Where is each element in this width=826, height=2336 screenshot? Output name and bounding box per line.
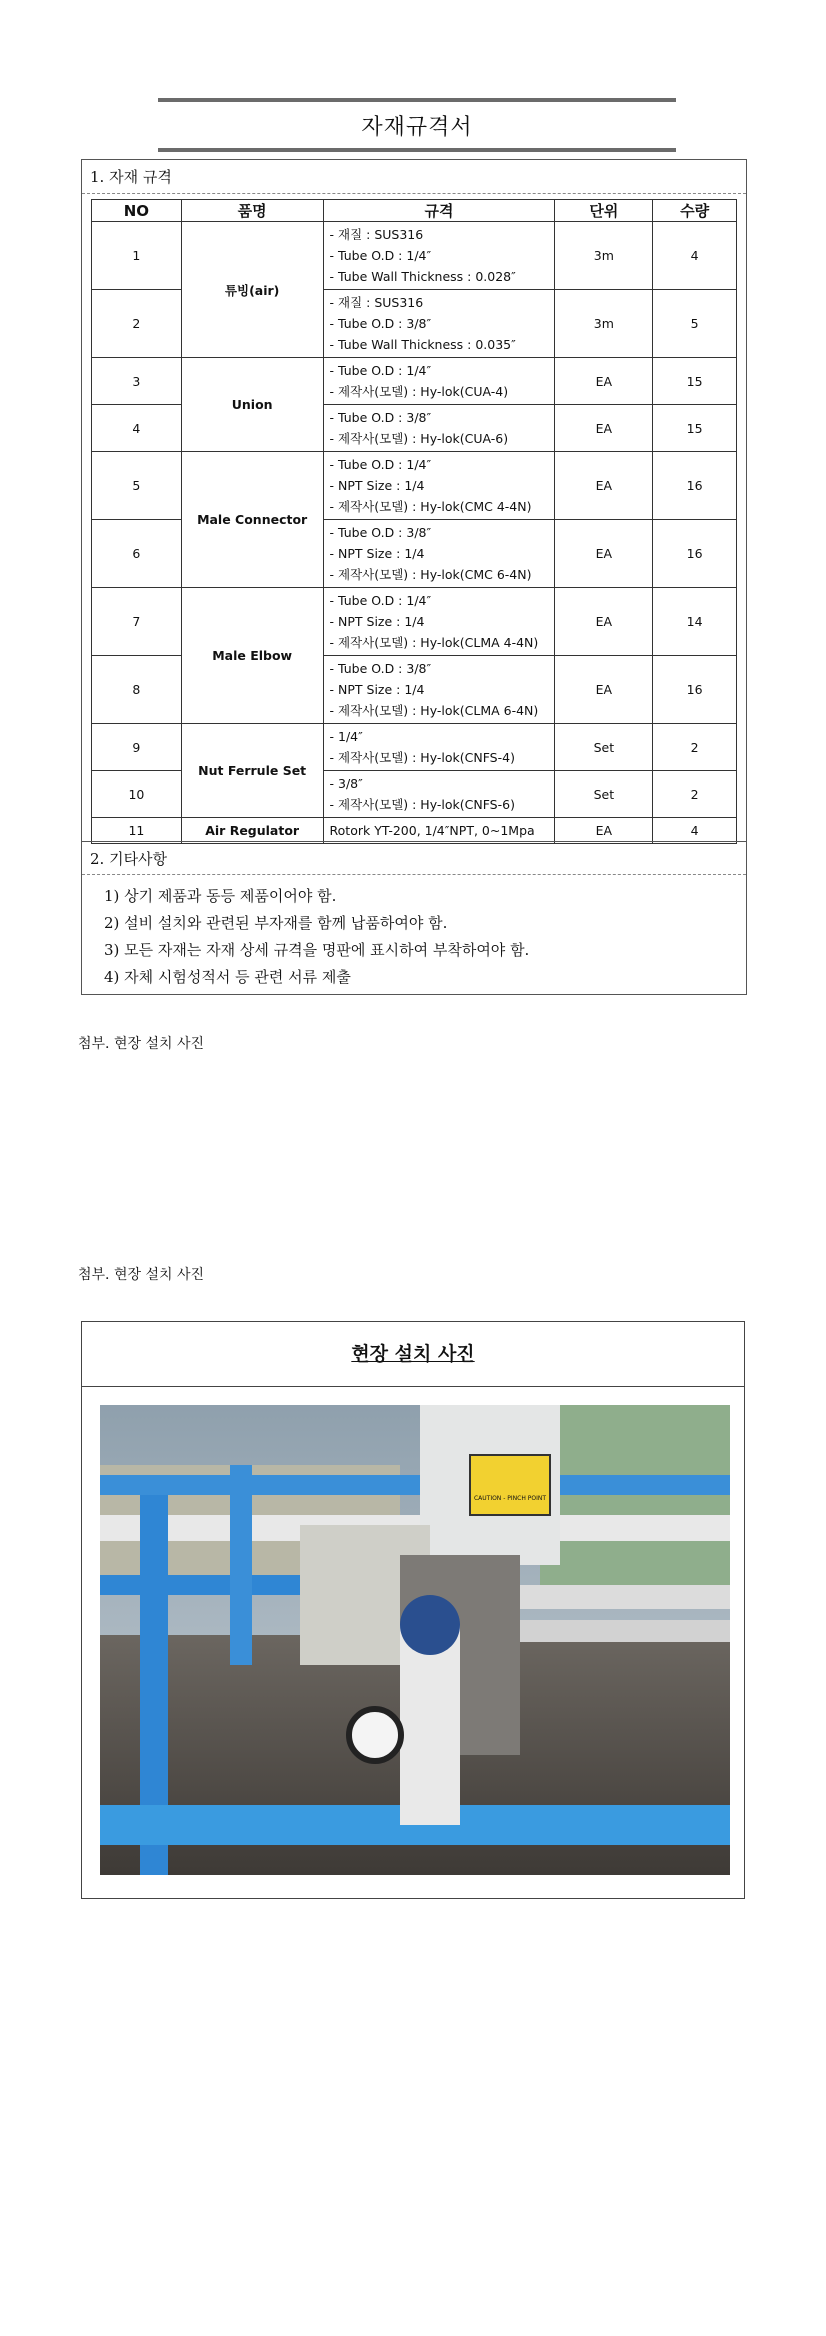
- row-spec: [323, 588, 555, 656]
- header-spec: 규격: [323, 200, 555, 222]
- spec-line: - 재질 : SUS316: [329, 227, 424, 242]
- row-no: 5: [92, 452, 182, 520]
- item-name: Union: [181, 358, 323, 452]
- row-no: 8: [92, 656, 182, 724]
- spec-line: - 제작사(모델) : Hy-lok(CUA-4): [329, 384, 509, 399]
- row-qty: 2: [653, 724, 737, 771]
- section-heading-spec: 1. 자재 규격: [82, 160, 746, 194]
- row-no: 2: [92, 290, 182, 358]
- row-spec: [323, 724, 555, 771]
- header-no: NO: [92, 200, 182, 222]
- table-row: [92, 818, 737, 844]
- row-unit: EA: [555, 818, 653, 844]
- row-qty: 16: [653, 520, 737, 588]
- spec-line: - NPT Size : 1/4: [329, 546, 425, 561]
- spec-line: - Tube O.D : 3/8″: [329, 410, 432, 425]
- row-no: 3: [92, 358, 182, 405]
- spec-line: - NPT Size : 1/4: [329, 614, 425, 629]
- row-qty: 4: [653, 818, 737, 844]
- photo-blue-pipe: [230, 1465, 252, 1665]
- note-item: 2) 설비 설치와 관련된 부자재를 함께 납품하여야 함.: [104, 914, 448, 932]
- row-qty: 15: [653, 405, 737, 452]
- row-qty: 14: [653, 588, 737, 656]
- table-row: [92, 222, 737, 290]
- header-unit: 단위: [555, 200, 653, 222]
- table-row: [92, 724, 737, 771]
- item-name: Male Connector: [181, 452, 323, 588]
- note-item: 3) 모든 자재는 자재 상세 규격을 명판에 표시하여 부착하여야 함.: [104, 941, 530, 959]
- row-unit: EA: [555, 520, 653, 588]
- spec-line: - 제작사(모델) : Hy-lok(CNFS-6): [329, 797, 515, 812]
- attachment-label: 첨부. 현장 설치 사진: [78, 1036, 204, 1052]
- title-rule-bottom: [158, 148, 676, 152]
- spec-line: - 제작사(모델) : Hy-lok(CNFS-4): [329, 750, 515, 765]
- row-unit: 3m: [555, 222, 653, 290]
- row-unit: EA: [555, 656, 653, 724]
- row-no: 4: [92, 405, 182, 452]
- row-spec: [323, 405, 555, 452]
- row-unit: EA: [555, 452, 653, 520]
- photo-gauge: [349, 1709, 401, 1761]
- table-row: [92, 358, 737, 405]
- note-item: 4) 자체 시험성적서 등 관련 서류 제출: [104, 968, 351, 986]
- item-name: Male Elbow: [181, 588, 323, 724]
- row-unit: Set: [555, 724, 653, 771]
- row-unit: EA: [555, 405, 653, 452]
- spec-line: - 제작사(모델) : Hy-lok(CLMA 4-4N): [329, 635, 539, 650]
- table-header-row: [92, 200, 737, 222]
- spec-line: - Tube Wall Thickness : 0.028″: [329, 269, 516, 284]
- row-spec: [323, 656, 555, 724]
- row-no: 9: [92, 724, 182, 771]
- table-row: [92, 588, 737, 656]
- attachment-label: 첨부. 현장 설치 사진: [78, 1267, 204, 1283]
- row-unit: 3m: [555, 290, 653, 358]
- spec-line: - 1/4″: [329, 729, 363, 744]
- row-spec: [323, 520, 555, 588]
- row-spec: [323, 358, 555, 405]
- row-unit: Set: [555, 771, 653, 818]
- photo-section: [81, 1321, 745, 1899]
- header-item: 품명: [181, 200, 323, 222]
- photo-regulator-knob: [400, 1595, 460, 1655]
- spec-line: Rotork YT-200, 1/4″NPT, 0~1Mpa: [329, 823, 535, 838]
- row-spec: [323, 818, 555, 844]
- site-photo: [100, 1405, 730, 1875]
- row-no: 1: [92, 222, 182, 290]
- row-qty: 5: [653, 290, 737, 358]
- spec-line: - Tube O.D : 1/4″: [329, 248, 432, 263]
- row-spec: [323, 452, 555, 520]
- photo-caution-sign-text: CAUTION - PINCH POINT: [473, 1495, 547, 1502]
- row-spec: [323, 290, 555, 358]
- photo-green-wall: [540, 1405, 730, 1605]
- row-unit: EA: [555, 358, 653, 405]
- spec-line: - 제작사(모델) : Hy-lok(CUA-6): [329, 431, 509, 446]
- item-name: 튜빙(air): [181, 222, 323, 358]
- spec-line: - NPT Size : 1/4: [329, 478, 425, 493]
- photo-caution-sign: [470, 1455, 550, 1515]
- table-row: [92, 452, 737, 520]
- spec-line: - 제작사(모델) : Hy-lok(CMC 6-4N): [329, 567, 532, 582]
- spec-line: - Tube O.D : 3/8″: [329, 661, 432, 676]
- row-qty: 16: [653, 656, 737, 724]
- spec-line: - 제작사(모델) : Hy-lok(CLMA 6-4N): [329, 703, 539, 718]
- item-name: Nut Ferrule Set: [181, 724, 323, 818]
- title-rule-top: [158, 98, 676, 102]
- spec-line: - Tube Wall Thickness : 0.035″: [329, 337, 516, 352]
- spec-line: - Tube O.D : 1/4″: [329, 457, 432, 472]
- spec-line: - Tube O.D : 1/4″: [329, 363, 432, 378]
- spec-line: - NPT Size : 1/4: [329, 682, 425, 697]
- row-qty: 4: [653, 222, 737, 290]
- row-qty: 16: [653, 452, 737, 520]
- row-no: 10: [92, 771, 182, 818]
- spec-line: - 3/8″: [329, 776, 363, 791]
- note-item: 1) 상기 제품과 동등 제품이어야 함.: [104, 887, 337, 905]
- photo-white-pipe: [490, 1620, 730, 1642]
- row-unit: EA: [555, 588, 653, 656]
- section-heading-notes: 2. 기타사항: [82, 841, 746, 875]
- spec-section: [81, 159, 747, 995]
- row-spec: [323, 771, 555, 818]
- spec-line: - Tube O.D : 3/8″: [329, 316, 432, 331]
- photo-blue-pipe: [100, 1575, 300, 1595]
- photo-title: 현장 설치 사진: [82, 1322, 744, 1387]
- spec-line: - 제작사(모델) : Hy-lok(CMC 4-4N): [329, 499, 532, 514]
- title-block: [158, 98, 676, 152]
- notes-list: [104, 883, 529, 991]
- row-spec: [323, 222, 555, 290]
- spec-line: - Tube O.D : 3/8″: [329, 525, 432, 540]
- header-qty: 수량: [653, 200, 737, 222]
- item-name: Air Regulator: [181, 818, 323, 844]
- spec-line: - Tube O.D : 1/4″: [329, 593, 432, 608]
- photo-blue-pipe: [100, 1475, 730, 1495]
- row-no: 7: [92, 588, 182, 656]
- row-qty: 15: [653, 358, 737, 405]
- spec-line: - 재질 : SUS316: [329, 295, 424, 310]
- row-qty: 2: [653, 771, 737, 818]
- spec-table: [91, 199, 737, 844]
- page-title: 자재규격서: [361, 115, 473, 140]
- row-no: 6: [92, 520, 182, 588]
- row-no: 11: [92, 818, 182, 844]
